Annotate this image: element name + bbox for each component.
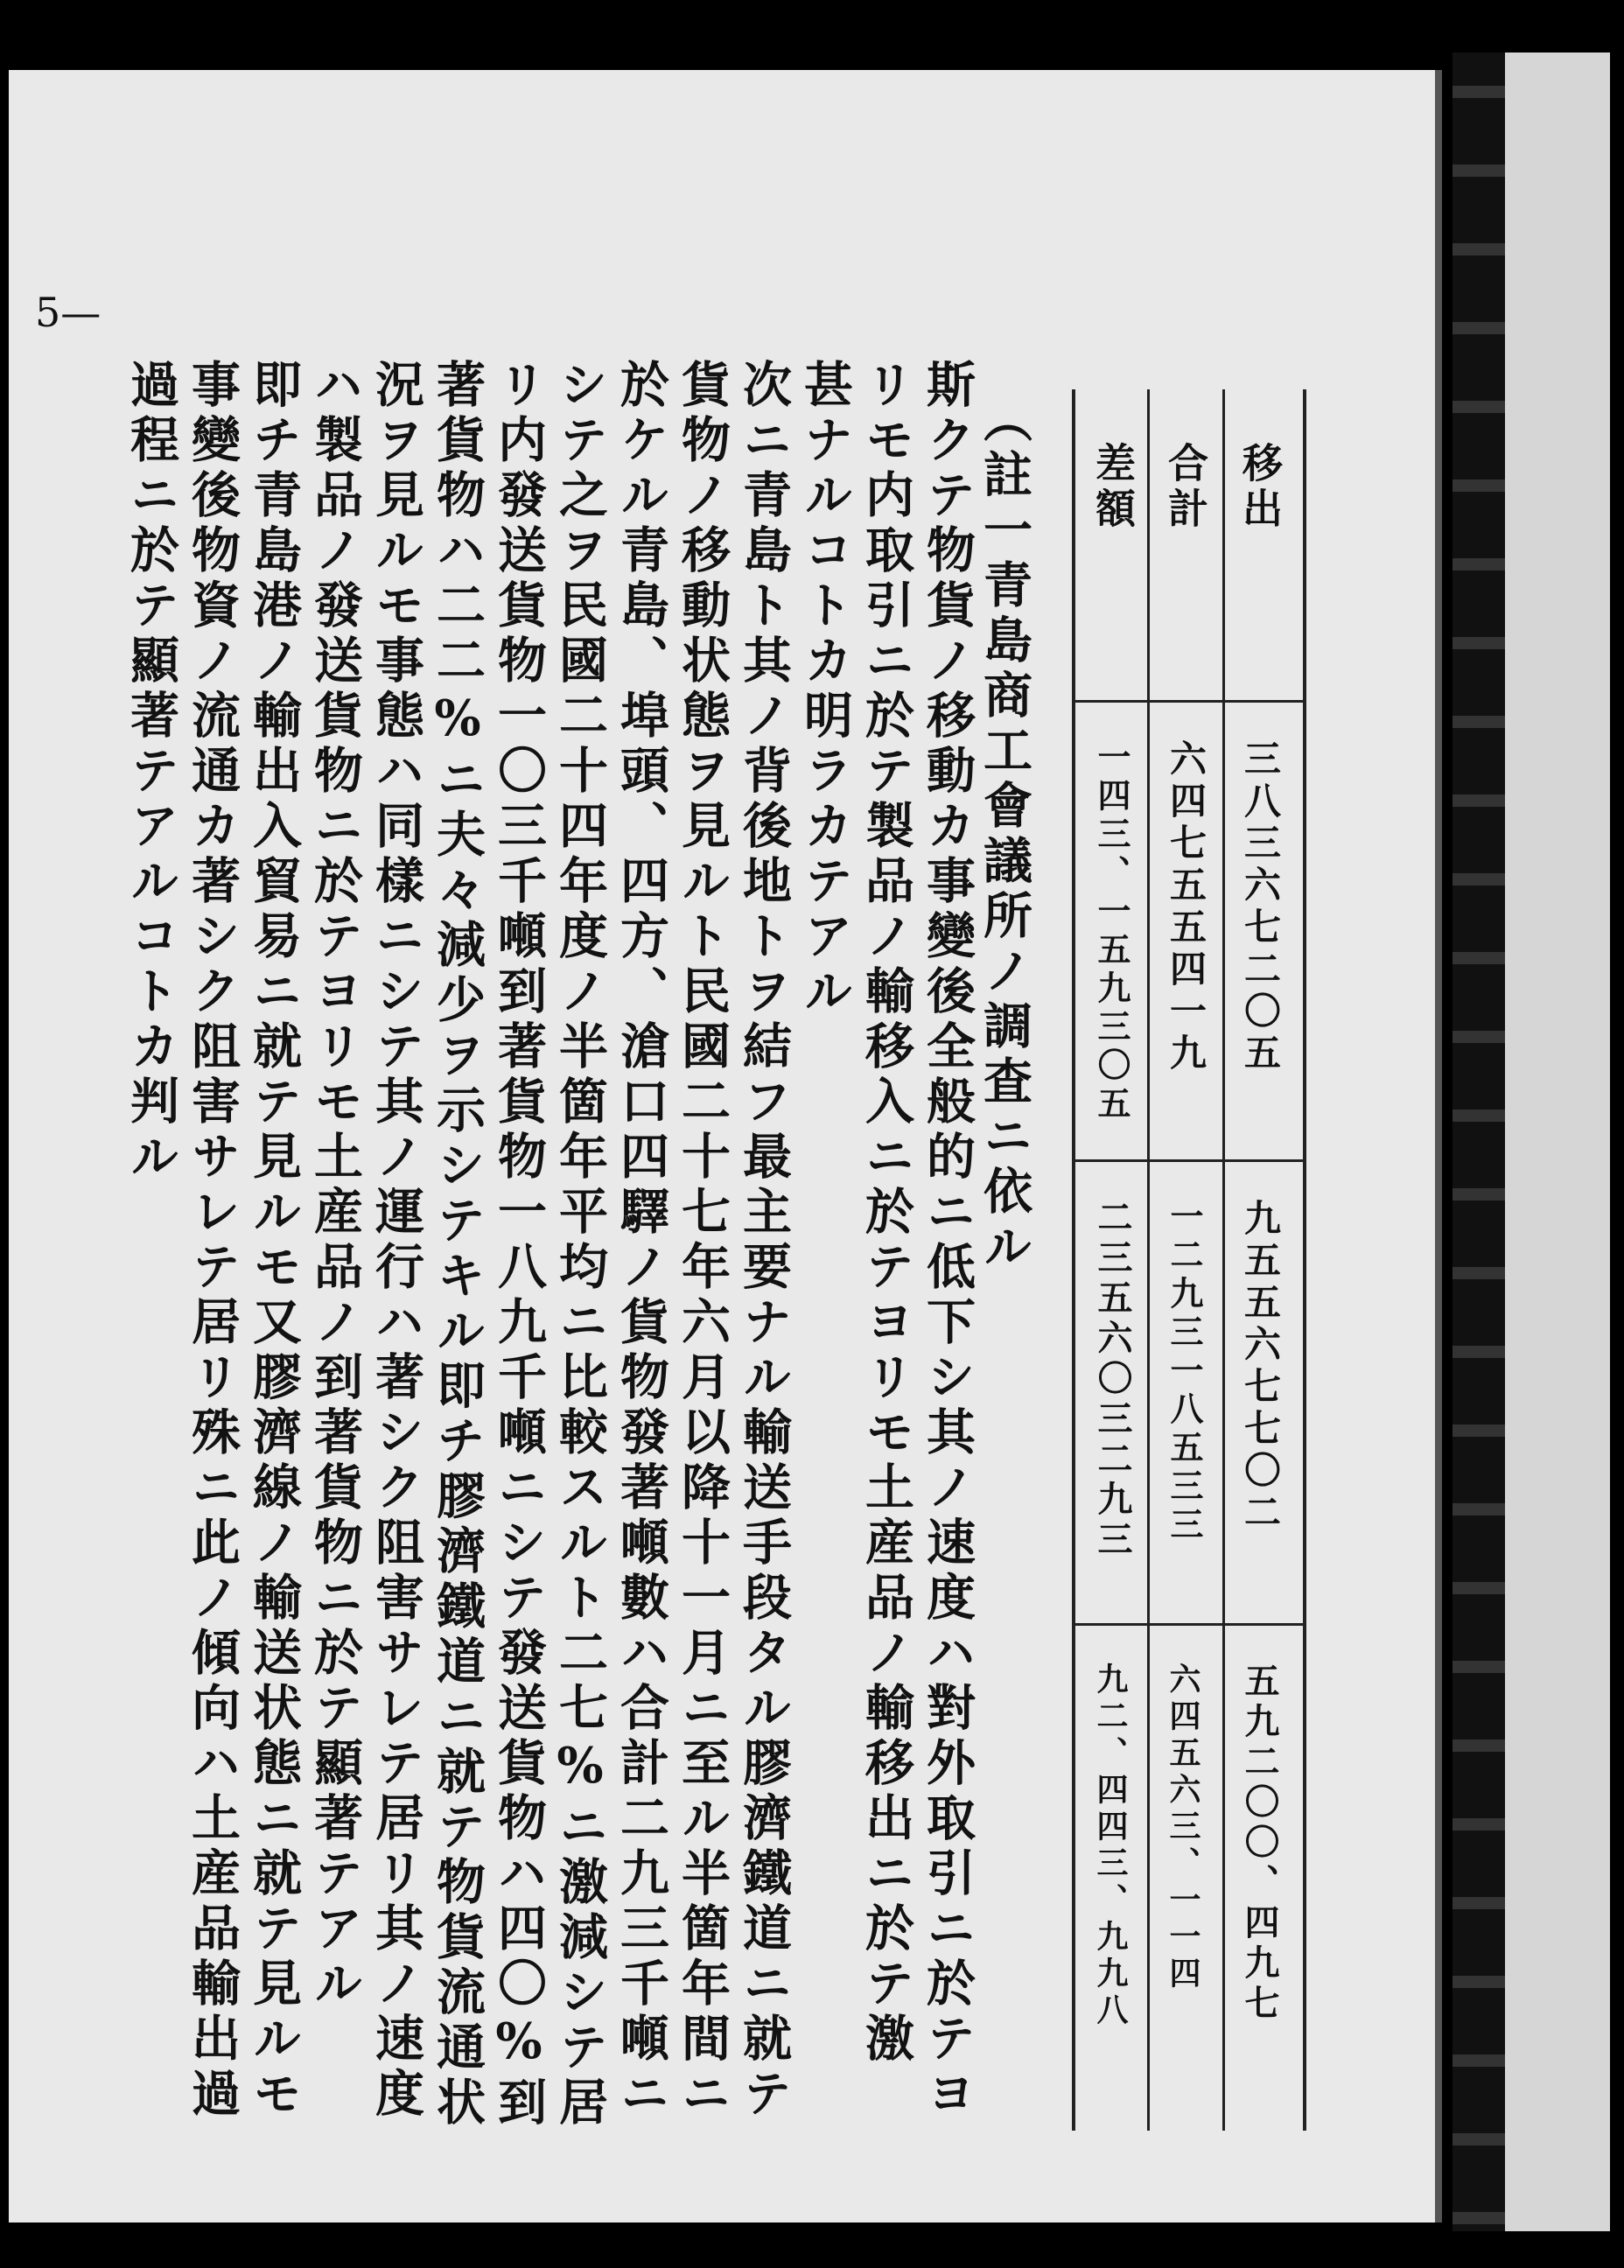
text-column: シテ之ヲ民國二十四年度ノ半箇年平均ニ比較スルト二七%ニ激減シテ居 [551, 359, 609, 2132]
page-edge [1435, 70, 1442, 2222]
table-cell: 六四五六三、一一四 [1165, 1662, 1201, 1993]
text-column: 於ケル青島、埠頭、四方、滄口四驛ノ貨物發著噸數ハ合計二九三千噸ニ [612, 359, 670, 2123]
text-column: 況ヲ見ルモ事態ハ同樣ニシテ其ノ運行ハ著シク阻害サレテ居リ其ノ速度 [368, 359, 425, 2123]
table-header-difference: 差額 [1089, 442, 1137, 533]
table-cell: 二三五六〇三二九三 [1092, 1199, 1133, 1561]
table-cell: 一四三、一五九三〇五 [1092, 739, 1131, 1124]
text-column: リ内發送貨物一〇三千噸到著貨物一八九千噸ニシテ發送貨物ハ四〇%到 [490, 359, 548, 2132]
margin-mark: 5— [35, 289, 102, 336]
table-cell: 五九二〇〇、四九七 [1239, 1662, 1280, 2025]
table-header-total: 合計 [1162, 442, 1209, 533]
table-cell: 六四七五五四一九 [1165, 739, 1208, 1075]
text-column: ハ製品ノ發送貨物ニ於テヨリモ土産品ノ到著貨物ニ於テ顯著テアル [306, 359, 364, 2012]
next-page-strip [1452, 52, 1610, 2231]
text-column-note: （註一青島商工會議所ノ調査ニ依ル [976, 394, 1033, 1276]
table-header-export: 移出 [1236, 442, 1284, 533]
trade-table [1072, 389, 1306, 2131]
text-column: 即チ青島港ノ輸出入貿易ニ就テ見ルモ又膠濟線ノ輸送状態ニ就テ見ルモ [245, 359, 303, 2123]
table-cell: 九二、四四三、九九八 [1092, 1662, 1129, 2030]
table-cell: 三八三六七二〇五 [1239, 739, 1282, 1075]
text-column: 斯クテ物貨ノ移動カ事變後全般的ニ低下シ其ノ速度ハ對外取引ニ於テヨ [919, 359, 976, 2123]
text-column: 事變後物資ノ流通カ著シク阻害サレテ居リ殊ニ此ノ傾向ハ土産品輸出過 [184, 359, 242, 2123]
torn-edge [1452, 52, 1505, 2231]
text-column: 貨物ノ移動状態ヲ見ルト民國二十七年六月以降十一月ニ至ル半箇年間ニ [674, 359, 732, 2123]
text-column: リモ内取引ニ於テ製品ノ輸移入ニ於テヨリモ土産品ノ輸移出ニ於テ激 [858, 359, 915, 2068]
text-column: 次ニ青島ト其ノ背後地トヲ結フ最主要ナル輸送手段タル膠濟鐵道ニ就テ [735, 359, 793, 2123]
text-column: 著貨物ハ二二%ニ夫々減少ヲ示シテキル即チ膠濟鐵道ニ就テ物貨流通状 [429, 359, 486, 2132]
table-cell: 一二九三一八五三三 [1165, 1199, 1204, 1545]
table-cell: 九五五六七七〇二 [1239, 1199, 1282, 1535]
text-column: 過程ニ於テ顯著テアルコトカ判ル [122, 359, 180, 1186]
text-column: 甚ナルコトカ明ラカテアル [796, 359, 854, 1020]
